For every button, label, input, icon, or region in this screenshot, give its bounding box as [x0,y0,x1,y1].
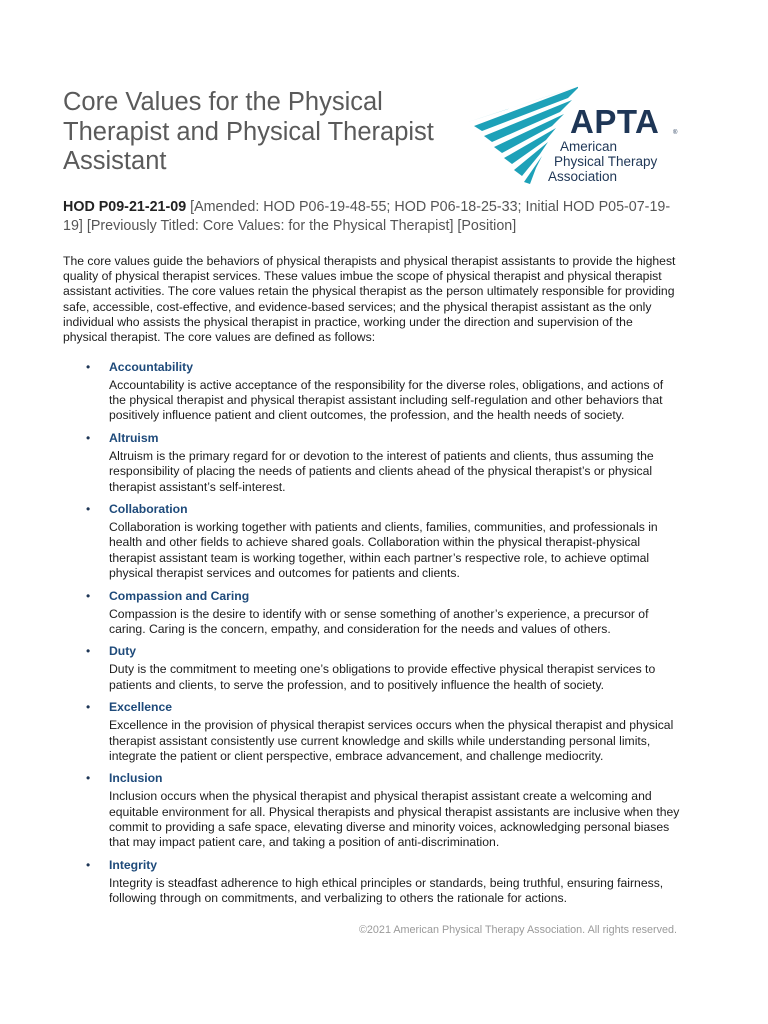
apta-logo [468,84,688,186]
bullet-icon: • [86,644,91,659]
value-heading: Altruism [109,431,159,446]
logo-line-association: Association [548,169,618,184]
value-heading: Duty [109,644,137,659]
logo-line-american: American [560,139,618,154]
list-item [63,770,683,850]
bullet-icon: • [86,700,91,715]
list-item [63,359,683,424]
bullet-icon: • [86,771,91,786]
value-description: Integrity is steadfast adherence to high ethical principles or standards, being truthful, ensuring fairness, following through on commitments, and verbalizing to others the rationale for actions. [109,875,664,905]
copyright-footer: ©2021 American Physical Therapy Association. All rights reserved. [358,924,677,936]
logo-line-physical-therapy: Physical Therapy [554,154,658,169]
value-heading: Excellence [109,700,173,715]
value-heading: Integrity [109,857,158,872]
hod-reference [63,198,673,236]
bullet-icon: • [86,431,91,446]
value-description: Altruism is the primary regard for or devotion to the interest of patients and clients, thus assuming the responsibility of placing the needs of patients and clients ahead of the physical therapist’s or physical therapist assistant’s self-interest. [109,449,654,494]
value-description: Inclusion occurs when the physical therapist and physical therapist assistant create a welcoming and equitable environment for all. Physical therapists and physical therapist assistants are inclusive when they commit to providing a safe space, elevating diverse and minority voices, acknowledging personal biases that may impact patient care, and taking a position of anti-discrimination. [109,789,680,850]
value-description: Accountability is active acceptance of the responsibility for the diverse roles, obligations, and actions of the physical therapist and physical therapist assistant including self-regulation and other behaviors that positively influence patient and client outcomes, the profession, and the health needs of society. [109,378,664,423]
value-heading: Compassion and Caring [109,588,250,603]
bullet-icon: • [86,360,91,374]
bullet-icon: • [86,502,91,517]
hod-code: HOD P09-21-21-09 [63,199,187,215]
list-item [63,857,683,906]
value-heading: Inclusion [109,771,163,786]
value-description: Compassion is the desire to identify with or sense something of another’s experience, a precursor of caring. Caring is the concern, empathy, and consideration for the needs and values of others. [109,606,649,636]
intro-paragraph: The core values guide the behaviors of physical therapists and physical therapist assistants to provide the highest quality of physical therapist services. These values imbue the scope of physical therapist and physical therapist assistant activities. The core values retain the physical therapist as the person ultimately responsible for providing safe, accessible, cost-effective, and evidence-based services; and the physical therapist assistant as the only individual who assists the physical therapist in practice, working under the direction and supervision of the physical therapist. The core values are defined as follows: [63,254,676,345]
value-description: Excellence in the provision of physical therapist services occurs when the physical therapist and physical therapist assistant consistently use current knowledge and skills while understanding personal limits, integrate the patient or client perspective, embrace advancement, and challenge mediocrity. [109,718,674,763]
core-values-list [63,359,683,913]
logo-trademark: ® [673,130,678,136]
value-description: Collaboration is working together with patients and clients, families, communities, and professionals in health and other fields to achieve shared goals. Collaboration within the physical therapist-physical therapist assistant team is working together, within each partner’s respective role, to achieve optimal physical therapist services and outcomes for patients and clients. [109,520,658,580]
value-heading: Accountability [109,360,193,374]
list-item [63,430,683,495]
logo-acronym: APTA [570,103,660,140]
value-description: Duty is the commitment to meeting one’s obligations to provide effective physical therapist services to patients and clients, to serve the profession, and to positively influence the health of society. [109,662,656,692]
bullet-icon: • [86,588,91,603]
list-item [63,588,683,637]
document-title: Core Values for the Physical Therapist and Physical Therapist Assistant [63,88,434,175]
list-item [63,699,683,764]
hod-amendments: [Amended: HOD P06-19-48-55; HOD P06-18-25-33; Initial HOD P05-07-19-19] [Previously Titled: Core Values: for the Physical Therapist] [Position] [63,199,671,234]
list-item [63,501,683,581]
bullet-icon: • [86,857,91,872]
list-item [63,643,683,692]
value-heading: Collaboration [109,502,188,517]
